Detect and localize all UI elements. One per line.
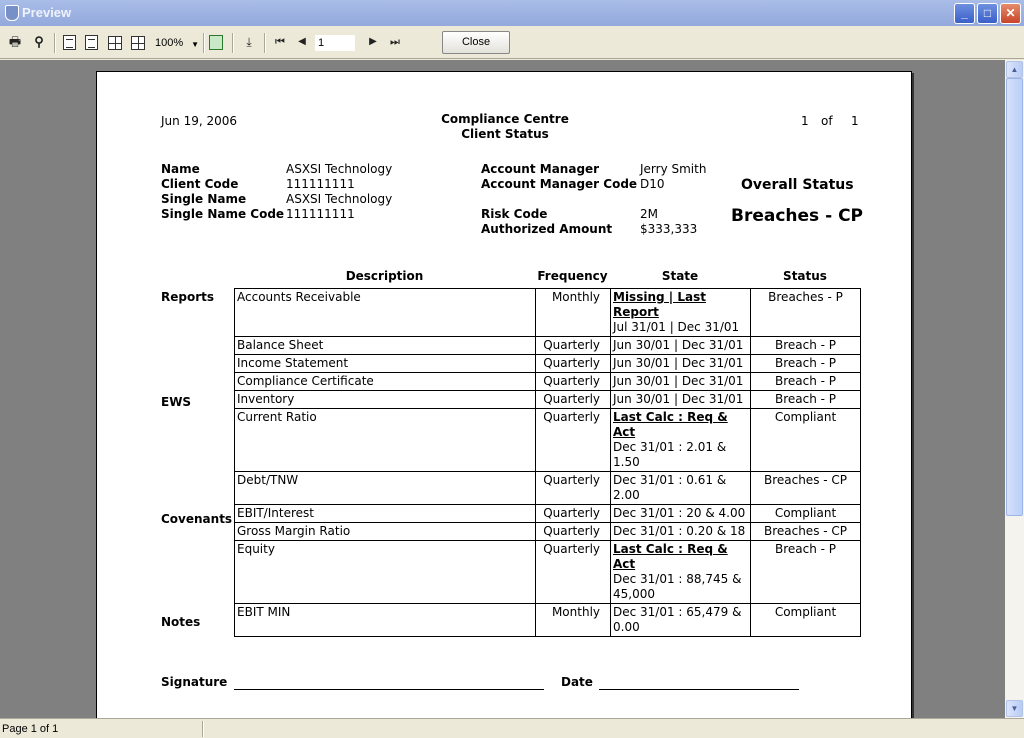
- field-label: Single Name: [161, 192, 247, 206]
- cell-state: [611, 541, 751, 604]
- col-header-description: Description: [345, 269, 424, 283]
- field-value: $333,333: [640, 222, 698, 236]
- scroll-thumb[interactable]: [1006, 78, 1023, 516]
- report-date: Jun 19, 2006: [161, 114, 238, 128]
- table-row: [235, 541, 861, 604]
- scroll-down-icon[interactable]: ▼: [1006, 700, 1023, 717]
- status-page-info: Page 1 of 1: [2, 723, 59, 735]
- cell-description: Balance Sheet: [235, 337, 536, 355]
- date-line: [599, 689, 799, 690]
- cell-frequency: Quarterly: [536, 409, 611, 472]
- table-row: [235, 337, 861, 355]
- cell-status: Breach - P: [751, 337, 861, 355]
- field-label: Account Manager: [481, 162, 600, 176]
- table-row: [235, 289, 861, 337]
- page-of: of: [821, 114, 833, 128]
- state-subheader: Missing | Last Report: [613, 290, 706, 319]
- report-page: [96, 71, 912, 718]
- cell-frequency: Quarterly: [536, 391, 611, 409]
- save-icon[interactable]: ⤓: [246, 35, 252, 49]
- state-subheader: Last Calc : Req & Act: [613, 410, 728, 439]
- last-page-icon[interactable]: ⏭: [390, 36, 400, 48]
- cell-status: Compliant: [751, 505, 861, 523]
- four-page-icon[interactable]: [131, 36, 145, 50]
- signature-label: Signature: [161, 675, 228, 689]
- signature-line: [234, 689, 544, 690]
- field-label: Client Code: [161, 177, 239, 191]
- section-reports: Reports: [161, 290, 215, 304]
- toolbar-separator: [54, 33, 56, 53]
- field-value: ASXSI Technology: [286, 162, 393, 176]
- cell-status: Breach - P: [751, 391, 861, 409]
- field-label: Name: [161, 162, 200, 176]
- field-value: 111111111: [286, 177, 355, 191]
- two-page-icon[interactable]: [85, 35, 98, 50]
- field-value: ASXSI Technology: [286, 192, 393, 206]
- status-divider: [202, 721, 204, 737]
- cell-status: Breach - P: [751, 541, 861, 604]
- toolbar-separator: [264, 33, 266, 53]
- cell-status: Breaches - P: [751, 289, 861, 337]
- state-subheader: Last Calc : Req & Act: [613, 542, 728, 571]
- title-bar: [0, 0, 1024, 26]
- section-ews: EWS: [161, 395, 192, 409]
- cell-state: [611, 409, 751, 472]
- state-value: Dec 31/01 : 2.01 & 1.50: [613, 440, 727, 469]
- field-label: Single Name Code: [161, 207, 285, 221]
- previous-page-icon[interactable]: ◀: [298, 36, 306, 47]
- cell-frequency: Quarterly: [536, 505, 611, 523]
- one-page-icon[interactable]: [63, 35, 76, 50]
- preview-viewport[interactable]: [0, 60, 1005, 718]
- toolbar: [0, 26, 1024, 59]
- table-row: [235, 373, 861, 391]
- maximize-button[interactable]: □: [977, 3, 998, 24]
- minimize-button[interactable]: _: [954, 3, 975, 24]
- multi-page-icon[interactable]: [108, 36, 122, 50]
- close-window-button[interactable]: ✕: [1000, 3, 1021, 24]
- cell-status: Breach - P: [751, 355, 861, 373]
- report-subtitle: Client Status: [461, 127, 549, 141]
- cell-status: Compliant: [751, 604, 861, 637]
- cell-frequency: Quarterly: [536, 541, 611, 604]
- find-icon[interactable]: ⚲: [34, 34, 44, 49]
- table-row: [235, 391, 861, 409]
- cell-status: Breaches - CP: [751, 472, 861, 505]
- page-number-input[interactable]: 1: [315, 35, 355, 51]
- table-row: [235, 604, 861, 637]
- field-label: Risk Code: [481, 207, 548, 221]
- table-row: [235, 523, 861, 541]
- state-value: Jul 31/01 | Dec 31/01: [613, 320, 740, 334]
- chevron-down-icon: ▼: [191, 40, 199, 49]
- col-header-state: State: [661, 269, 699, 283]
- cell-description: Inventory: [235, 391, 536, 409]
- field-label: Account Manager Code: [481, 177, 638, 191]
- field-value: 2M: [640, 207, 658, 221]
- overall-status-value: Breaches - CP: [731, 206, 863, 226]
- cell-state: [611, 289, 751, 337]
- table-row: [235, 355, 861, 373]
- cell-state: Jun 30/01 | Dec 31/01: [611, 391, 751, 409]
- cell-state: Dec 31/01 : 0.20 & 18: [611, 523, 751, 541]
- cell-state: Jun 30/01 | Dec 31/01: [611, 355, 751, 373]
- cell-state: Dec 31/01 : 20 & 4.00: [611, 505, 751, 523]
- field-label: Authorized Amount: [481, 222, 613, 236]
- cell-frequency: Quarterly: [536, 373, 611, 391]
- cell-state: Dec 31/01 : 65,479 & 0.00: [611, 604, 751, 637]
- cell-frequency: Quarterly: [536, 523, 611, 541]
- state-value: Dec 31/01 : 88,745 & 45,000: [613, 572, 742, 601]
- scroll-up-icon[interactable]: ▲: [1006, 61, 1023, 78]
- table-row: [235, 409, 861, 472]
- field-value: D10: [640, 177, 665, 191]
- cell-status: Compliant: [751, 409, 861, 472]
- col-header-status: Status: [783, 269, 827, 283]
- close-button[interactable]: Close: [442, 31, 510, 54]
- app-icon: [5, 5, 19, 21]
- first-page-icon[interactable]: ⏮: [275, 36, 285, 48]
- notes-label: Notes: [161, 615, 201, 629]
- date-label: Date: [561, 675, 593, 689]
- cell-description: Equity: [235, 541, 536, 604]
- overall-status-label: Overall Status: [741, 177, 854, 193]
- vertical-scrollbar[interactable]: [1005, 60, 1024, 718]
- cell-frequency: Quarterly: [536, 472, 611, 505]
- cell-description: EBIT MIN: [235, 604, 536, 637]
- field-value: Jerry Smith: [640, 162, 707, 176]
- toolbar-separator: [232, 33, 234, 53]
- cell-description: EBIT/Interest: [235, 505, 536, 523]
- page-total: 1: [851, 114, 859, 128]
- status-table: [234, 288, 861, 637]
- toolbar-separator: [203, 33, 205, 53]
- cell-frequency: Quarterly: [536, 355, 611, 373]
- cell-state: Jun 30/01 | Dec 31/01: [611, 373, 751, 391]
- cell-frequency: Monthly: [536, 289, 611, 337]
- status-bar: [0, 718, 1024, 738]
- cell-description: Compliance Certificate: [235, 373, 536, 391]
- cell-description: Debt/TNW: [235, 472, 536, 505]
- cell-description: Current Ratio: [235, 409, 536, 472]
- next-page-icon[interactable]: ▶: [369, 36, 377, 47]
- cell-frequency: Monthly: [536, 604, 611, 637]
- cell-status: Breach - P: [751, 373, 861, 391]
- page-current: 1: [801, 114, 809, 128]
- zoom-value: 100%: [155, 37, 184, 49]
- cell-description: Gross Margin Ratio: [235, 523, 536, 541]
- cell-state: Dec 31/01 : 0.61 & 2.00: [611, 472, 751, 505]
- table-row: [235, 505, 861, 523]
- cell-state: Jun 30/01 | Dec 31/01: [611, 337, 751, 355]
- section-covenants: Covenants: [161, 512, 233, 526]
- cell-description: Income Statement: [235, 355, 536, 373]
- cell-status: Breaches - CP: [751, 523, 861, 541]
- zoom-select[interactable]: [155, 35, 201, 52]
- cell-description: Accounts Receivable: [235, 289, 536, 337]
- cell-frequency: Quarterly: [536, 337, 611, 355]
- window-title: Preview: [22, 5, 72, 20]
- field-value: 111111111: [286, 207, 355, 221]
- col-header-frequency: Frequency: [537, 269, 608, 283]
- table-row: [235, 472, 861, 505]
- export-icon[interactable]: [209, 35, 223, 50]
- printer-icon[interactable]: 🖶: [8, 34, 22, 49]
- report-title: Compliance Centre: [441, 112, 569, 126]
